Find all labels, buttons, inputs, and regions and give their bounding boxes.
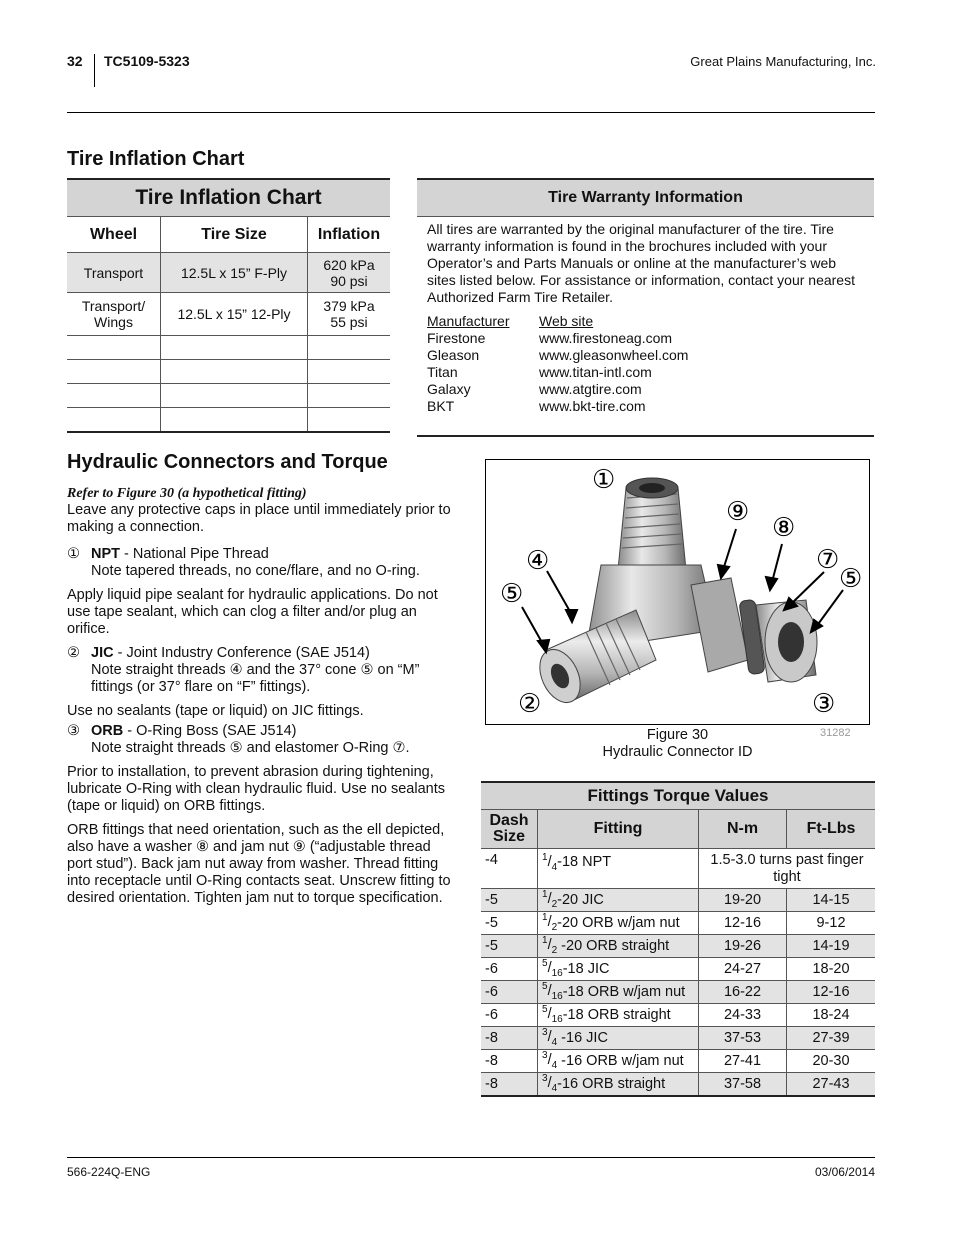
cell-nm: 37-53	[699, 1027, 787, 1050]
wheel-line-1: Transport/	[81, 298, 146, 314]
callout-5-right: ⑤	[839, 564, 863, 594]
table-row	[481, 1004, 875, 1027]
callout-3: ③	[812, 689, 836, 719]
hydraulic-text	[67, 485, 459, 907]
npt-item	[67, 546, 459, 580]
fitting-illustration	[486, 460, 869, 724]
cell-ftlbs: 27-43	[787, 1073, 876, 1097]
table-row	[481, 1073, 875, 1097]
table-row	[481, 1050, 875, 1073]
jic-number: ②	[67, 645, 80, 661]
tire-section-heading: Tire Inflation Chart	[67, 148, 245, 170]
footer-part-number: 566-224Q-ENG	[67, 1165, 151, 1179]
table-row	[481, 912, 875, 935]
warranty-text: All tires are warranted by the original manufacturer of the tire. Tire warranty information is found in the brochures included with your Operator’s and Parts Manuals or online at the manufacturer’s web sites listed below. For assistance or information, contact your nearest Authorized Farm Tire Retailer.	[427, 221, 855, 305]
col-wheel: Wheel	[67, 217, 161, 253]
table-row-empty	[67, 384, 390, 408]
table-row	[67, 293, 390, 336]
wheel-line-2: Wings	[94, 314, 133, 330]
manufacturer-site: www.gleasonwheel.com	[539, 347, 689, 363]
manufacturer-site: www.atgtire.com	[539, 381, 642, 397]
table-row	[481, 849, 875, 889]
cell-fitting: $^3/_4$ -16 JIC	[538, 1027, 699, 1050]
hydraulic-connector-figure	[485, 459, 870, 725]
callout-2: ②	[518, 689, 542, 719]
cell-dash: -6	[481, 1004, 538, 1027]
cell-nm: 19-20	[699, 889, 787, 912]
orb-term: ORB	[91, 723, 124, 739]
col-inflation: Inflation	[308, 217, 391, 253]
page-number: 32	[67, 53, 83, 69]
cell-dash: -6	[481, 981, 538, 1004]
table-row	[67, 253, 390, 293]
cell-wheel	[67, 293, 161, 336]
intro-paragraph: Leave any protective caps in place until immediately prior to making a connection.	[67, 502, 451, 535]
cell-dash: -8	[481, 1050, 538, 1073]
inflation-kpa: 379 kPa	[323, 298, 375, 314]
manufacturer-list	[427, 313, 864, 415]
cell-nm: 19-26	[699, 935, 787, 958]
company-name: Great Plains Manufacturing, Inc.	[690, 54, 876, 69]
npt-sealant-note: Apply liquid pipe sealant for hydraulic applications. Do not use tape sealant, which can clog a filter and/or plug an orifice.	[67, 587, 438, 637]
orb-note: Note straight threads ⑤ and elastomer O-Ring ⑦.	[91, 740, 410, 756]
fittings-torque-table	[481, 781, 875, 1097]
cell-ftlbs: 18-24	[787, 1004, 876, 1027]
cell-fitting: $^1/_2-20$ ORB w/jam nut	[538, 912, 699, 935]
cell-ftlbs: 14-15	[787, 889, 876, 912]
tire-inflation-table	[67, 178, 390, 433]
figure-caption	[485, 727, 870, 761]
manufacturer-name: Firestone	[427, 330, 486, 346]
col-website: Web site	[539, 313, 594, 329]
col-dash-size: Dash Size	[481, 810, 538, 849]
orb-item	[67, 723, 459, 757]
cell-dash: -8	[481, 1027, 538, 1050]
tire-warranty-box	[417, 178, 874, 437]
cell-fitting: $^1/_2$ -20 ORB straight	[538, 935, 699, 958]
cell-dash: -6	[481, 958, 538, 981]
cell-ftlbs: 9-12	[787, 912, 876, 935]
callout-5-left: ⑤	[500, 579, 524, 609]
cell-dash: -5	[481, 889, 538, 912]
cell-fitting: $^5/_{16}-18$ JIC	[538, 958, 699, 981]
figure-title: Hydraulic Connector ID	[602, 744, 753, 760]
cell-dash: -8	[481, 1073, 538, 1097]
col-manufacturer: Manufacturer	[427, 313, 510, 329]
cell-nm: 12-16	[699, 912, 787, 935]
figure-reference: Refer to Figure 30 (a hypothetical fitting)	[67, 486, 307, 501]
table-row	[481, 935, 875, 958]
tire-table-title: Tire Inflation Chart	[67, 179, 390, 217]
cell-fitting: $^1/_2-20$ JIC	[538, 889, 699, 912]
col-nm: N-m	[699, 810, 787, 849]
manufacturer-site: www.bkt-tire.com	[539, 398, 646, 414]
cell-nm: 16-22	[699, 981, 787, 1004]
cell-nm: 24-27	[699, 958, 787, 981]
cell-ftlbs: 12-16	[787, 981, 876, 1004]
cell-nm: 27-41	[699, 1050, 787, 1073]
inflation-psi: 90 psi	[330, 272, 368, 289]
figure-id: 31282	[820, 727, 851, 739]
callout-8: ⑧	[772, 513, 796, 543]
orb-number: ③	[67, 723, 80, 739]
callout-4: ④	[526, 546, 550, 576]
figure-number-label: Figure 30	[646, 727, 709, 743]
cell-ftlbs: 14-19	[787, 935, 876, 958]
orb-def: - O-Ring Boss (SAE J514)	[123, 723, 297, 739]
jic-def: - Joint Industry Conference (SAE J514)	[113, 645, 370, 661]
jic-sealant-note: Use no sealants (tape or liquid) on JIC fittings.	[67, 703, 364, 719]
cell-dash: -4	[481, 849, 538, 889]
cell-nm: 37-58	[699, 1073, 787, 1097]
cell-dash: -5	[481, 912, 538, 935]
table-row	[481, 981, 875, 1004]
table-row	[481, 1027, 875, 1050]
col-fitting: Fitting	[538, 810, 699, 849]
cell-fitting: $^3/_4$ -16 ORB w/jam nut	[538, 1050, 699, 1073]
jic-term: JIC	[91, 645, 114, 661]
col-ftlbs: Ft-Lbs	[787, 810, 876, 849]
cell-size: 12.5L x 15” 12-Ply	[161, 293, 308, 336]
cell-fitting: $^5/_{16}-18$ ORB straight	[538, 1004, 699, 1027]
callout-9: ⑨	[726, 497, 750, 527]
col-tire-size: Tire Size	[161, 217, 308, 253]
orb-install-note: Prior to installation, to prevent abrasion during tightening, lubricate O-Ring with clean hydraulic fluid. Use no sealants (tape or liquid) on ORB fittings.	[67, 764, 445, 814]
table-row	[481, 889, 875, 912]
cell-fitting: $^1/_4-18$ NPT	[538, 849, 699, 889]
jic-note: Note straight threads ④ and the 37° cone ⑤ on “M” fittings (or 37° flare on “F” fittings).	[91, 662, 420, 695]
header-divider	[94, 54, 95, 87]
cell-torque-span: 1.5-3.0 turns past finger tight	[699, 849, 876, 889]
cell-inflation	[308, 293, 391, 336]
cell-fitting: $^5/_{16}-18$ ORB w/jam nut	[538, 981, 699, 1004]
npt-def: - National Pipe Thread	[120, 546, 269, 562]
manufacturer-name: BKT	[427, 398, 455, 414]
table-row-empty	[67, 336, 390, 360]
npt-term: NPT	[91, 546, 120, 562]
manufacturer-name: Titan	[427, 364, 458, 380]
torque-table-title: Fittings Torque Values	[481, 782, 875, 810]
inflation-kpa: 620 kPa	[323, 256, 375, 273]
jic-item	[67, 645, 459, 696]
manufacturer-name: Galaxy	[427, 381, 471, 397]
cell-ftlbs: 18-20	[787, 958, 876, 981]
cell-dash: -5	[481, 935, 538, 958]
manufacturer-site: www.firestoneag.com	[539, 330, 673, 346]
cell-ftlbs: 20-30	[787, 1050, 876, 1073]
cell-inflation	[308, 253, 391, 293]
footer-rule	[67, 1157, 875, 1158]
header-rule	[67, 112, 875, 113]
warranty-title: Tire Warranty Information	[417, 180, 874, 217]
cell-fitting: $^3/_4-16$ ORB straight	[538, 1073, 699, 1097]
inflation-psi: 55 psi	[330, 314, 368, 330]
hydraulic-section-heading: Hydraulic Connectors and Torque	[67, 451, 388, 473]
torque-header-row	[481, 810, 875, 849]
cell-wheel: Transport	[67, 253, 161, 293]
callout-7: ⑦	[816, 545, 840, 575]
manufacturer-site: www.titan-intl.com	[539, 364, 652, 380]
npt-number: ①	[67, 546, 80, 562]
document-id: TC5109-5323	[104, 53, 190, 69]
table-row-empty	[67, 360, 390, 384]
footer-date: 03/06/2014	[814, 1165, 875, 1179]
manufacturer-name: Gleason	[427, 347, 480, 363]
table-row-empty	[67, 408, 390, 432]
orb-orientation-note: ORB fittings that need orientation, such as the ell depicted, also have a washer ⑧ and jam nut ⑨ (“adjustable thread port stud”). Back jam nut away from washer. Thread fitting into receptacle until O-Ring contacts seat. Unscrew fitting to desired orientation. Tighten jam nut to torque specification.	[67, 822, 451, 906]
cell-nm: 24-33	[699, 1004, 787, 1027]
cell-size: 12.5L x 15” F-Ply	[161, 253, 308, 293]
npt-note: Note tapered threads, no cone/flare, and no O-ring.	[91, 563, 420, 579]
cell-ftlbs: 27-39	[787, 1027, 876, 1050]
callout-1: ①	[592, 465, 616, 495]
table-row	[481, 958, 875, 981]
